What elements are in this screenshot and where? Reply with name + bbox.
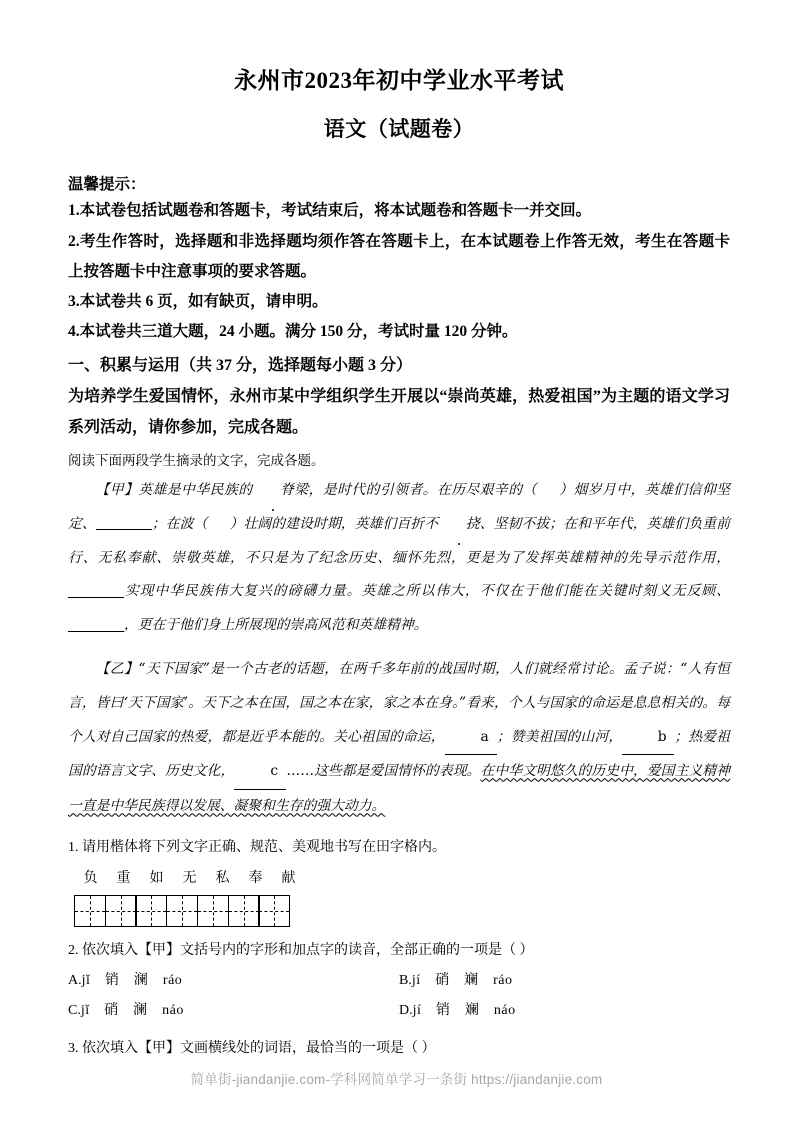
fill-blank-2 <box>68 582 124 597</box>
page-subtitle: 语文（试题卷） <box>323 116 475 141</box>
option-c[interactable] <box>68 997 399 1025</box>
handwriting-char-2: 重 <box>116 871 131 887</box>
tianzige-cell[interactable] <box>197 895 229 927</box>
fill-blank-3 <box>68 616 124 631</box>
passage-jia-text-8: ，更在于他们身上所展现的崇高风范和英雄精神。 <box>124 617 428 634</box>
notice-heading: 温馨提示： <box>68 176 146 194</box>
page-content <box>68 0 730 1063</box>
option-b-label: B. <box>399 973 412 989</box>
option-a-label: A. <box>68 973 82 989</box>
emphasis-char-ji: 脊 <box>253 474 294 508</box>
passage-yi-label: 【乙】 <box>95 661 139 678</box>
notice-item-4: 4.本试卷共三道大题，24 小题。满分 150 分，考试时量 120 分钟。 <box>68 323 518 341</box>
question-1-text: 请用楷体将下列文字正确、规范、美观地书写在田字格内。 <box>82 840 446 856</box>
tianzige-cell[interactable] <box>105 895 137 927</box>
fill-blank-a: a <box>445 721 497 756</box>
passage-yi <box>68 653 730 824</box>
question-2-options-row-1 <box>68 967 730 995</box>
emphasis-char-nao: 挠 <box>438 508 479 542</box>
question-3-text: 依次填入【甲】文画横线处的词语，最恰当的一项是（ ） <box>82 1041 436 1057</box>
fill-blank-b: b <box>622 721 674 756</box>
option-c-label: C. <box>68 1003 81 1019</box>
handwriting-char-5: 私 <box>215 871 230 887</box>
footer-watermark: 简单街-jiandanjie.com-学科网简单学习一条街 https://jiandanjie.com <box>190 1072 603 1087</box>
option-b[interactable] <box>399 967 730 995</box>
handwriting-chars <box>74 868 730 890</box>
question-1 <box>68 834 730 862</box>
notice-item-2: 2.考生作答时，选择题和非选择题均须作答在答题卡上，在本试题卷上作答无效，考生在答题卡上按答题卡中注意事项的要求答题。 <box>68 232 730 280</box>
passage-yi-text-3: ；热爱祖国的语言文字、历史文化， <box>68 728 731 780</box>
section-heading: 一、积累与运用（共 37 分，选择题每小题 3 分） <box>68 356 413 374</box>
question-1-number: 1. <box>68 840 79 856</box>
question-2-text: 依次填入【甲】文括号内的字形和加点字的读音，全部正确的一项是（ ） <box>82 943 534 959</box>
question-3 <box>68 1035 730 1063</box>
passage-jia-text-6: 、坚韧不拔；在和平年代，英雄们负重前行、无私奉献、崇敬英雄，不只是为了纪念历史、缅怀先烈，更是为了发挥英雄精神的先导示范作用， <box>68 515 731 566</box>
passage-jia-text-3: ）烟岁月中，英雄们信仰坚定、 <box>68 482 731 532</box>
reading-instruction: 阅读下面两段学生摘录的文字，完成各题。 <box>68 453 325 469</box>
page-title: 永州市2023年初中学业水平考试 <box>234 68 564 93</box>
option-d[interactable] <box>399 997 730 1025</box>
passage-jia <box>68 474 730 643</box>
passage-yi-text-1: “天下国家”是一个古老的话题，在两千多年前的战国时期，人们就经常讨论。孟子说：“人有恒言，皆曰‘天下国家’。天下之本在国，国之本在家，家之本在身。”看来，个人与国家的命运是息息相关的。每个人对自己国家的热爱，都是近乎本能的。关心祖国的命运， <box>68 661 730 745</box>
option-d-content: jí 销 斓 náo <box>412 1003 516 1019</box>
tianzige-cell[interactable] <box>135 895 167 927</box>
notice-item-3: 3.本试卷共 6 页，如有缺页，请申明。 <box>68 293 328 311</box>
handwriting-char-1: 负 <box>83 871 98 887</box>
tianzige-cell[interactable] <box>258 895 290 927</box>
question-3-number: 3. <box>68 1041 79 1057</box>
question-2-number: 2. <box>68 943 79 959</box>
tianzige-grid <box>74 895 730 927</box>
question-2-options-row-2 <box>68 997 730 1025</box>
passage-yi-text-2: ；赞美祖国的山河， <box>496 728 623 745</box>
passage-jia-text-5: ）壮阔的建设时期，英雄们百折不 <box>229 515 439 532</box>
fill-blank-1 <box>96 515 152 530</box>
tianzige-cell[interactable] <box>74 895 106 927</box>
passage-jia-label: 【甲】 <box>95 482 139 499</box>
passage-yi-text-4: ……这些都是爱国情怀的表现。 <box>286 763 481 780</box>
handwriting-char-4: 无 <box>182 871 197 887</box>
option-c-content: jǐ 硝 澜 náo <box>80 1003 184 1019</box>
tianzige-cell[interactable] <box>228 895 260 927</box>
tianzige-cell[interactable] <box>166 895 198 927</box>
passage-jia-text-4: ；在波（ <box>151 515 208 532</box>
passage-jia-text-1: 英雄是中华民族的 <box>138 482 253 499</box>
passage-yi-wavy-text: 在中华文明悠久的历史中，爱国主义精神一直是中华民族得以发展、凝聚和生存的强大动力。 <box>68 763 731 815</box>
handwriting-char-3: 如 <box>149 871 164 887</box>
handwriting-char-7: 献 <box>281 871 296 887</box>
question-2 <box>68 937 730 965</box>
handwriting-char-6: 奉 <box>248 871 263 887</box>
passage-jia-text-2: 梁，是时代的引领者。在历尽艰辛的（ <box>293 482 537 499</box>
fill-blank-c: c <box>234 755 286 790</box>
option-a-content: jǐ 销 澜 ráo <box>81 973 183 989</box>
notice-item-1: 1.本试卷包括试题卷和答题卡，考试结束后，将本试题卷和答题卡一并交回。 <box>68 202 592 220</box>
option-b-content: jí 硝 斓 ráo <box>411 973 513 989</box>
option-d-label: D. <box>399 1003 413 1019</box>
section-lead: 为培养学生爱国情怀，永州市某中学组织学生开展以“崇尚英雄，热爱祖国”为主题的语文学习系列活动，请你参加，完成各题。 <box>68 387 730 436</box>
option-a[interactable] <box>68 967 399 995</box>
passage-jia-text-7: 实现中华民族伟大复兴的磅礴力量。英雄之所以伟大，不仅在于他们能在关键时刻义无反顾、 <box>124 583 730 600</box>
